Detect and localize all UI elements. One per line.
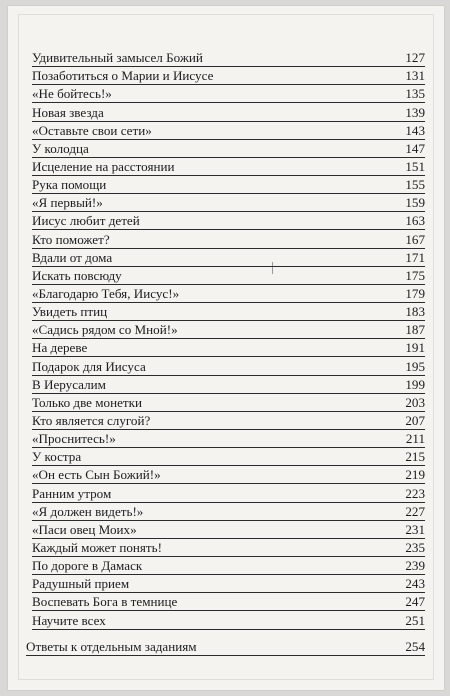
toc-entry-title: «Проснитесь!» (32, 432, 116, 447)
toc-entry-page: 183 (405, 304, 425, 320)
toc-entry-page: 215 (405, 449, 425, 465)
toc-entry-title: Новая звезда (32, 105, 104, 120)
toc-entry-title: Только две монетки (32, 395, 143, 410)
toc-entry-page: 171 (405, 249, 425, 265)
toc-entry[interactable] (32, 611, 425, 629)
section-gap (32, 630, 425, 638)
toc-entry[interactable] (32, 539, 425, 557)
toc-entry-title: В Иерусалим (32, 377, 106, 392)
toc-entry-title: «Он есть Сын Божий!» (32, 468, 161, 483)
toc-entry[interactable] (32, 521, 425, 539)
toc-entry-page: 231 (405, 521, 425, 537)
toc-entry[interactable] (32, 103, 425, 121)
toc-entry[interactable] (32, 503, 425, 521)
toc-entry[interactable] (32, 394, 425, 412)
toc-entry-title: Вдали от дома (32, 250, 113, 265)
toc-entry-page: 219 (405, 467, 425, 483)
toc-entry[interactable] (32, 303, 425, 321)
toc-entry-title: Искать повсюду (32, 268, 122, 283)
toc-entry-page: 147 (405, 140, 425, 156)
toc-entry-title: По дороге в Дамаск (32, 559, 143, 574)
toc-entry-page: 163 (405, 213, 425, 229)
toc-entry-page: 159 (405, 195, 425, 211)
toc-entry-page: 199 (405, 376, 425, 392)
toc-entry-page: 243 (405, 576, 425, 592)
toc-entry[interactable] (32, 466, 425, 484)
toc-entry[interactable] (32, 575, 425, 593)
toc-entry-page: 191 (405, 340, 425, 356)
toc-entry-page: 175 (405, 267, 425, 283)
toc-entry-title: У костра (32, 450, 82, 465)
toc-entry-title: Подарок для Иисуса (32, 359, 146, 374)
toc-entry-page: 131 (405, 68, 425, 84)
toc-entry-title: Увидеть птиц (32, 305, 108, 320)
toc-entry[interactable] (32, 557, 425, 575)
toc-entry-page: 179 (405, 285, 425, 301)
toc-entry[interactable] (32, 357, 425, 375)
toc-entry-answers[interactable] (26, 638, 425, 656)
toc-entry-page: 207 (405, 412, 425, 428)
toc-entry-title: Научите всех (32, 613, 106, 628)
toc-entry-page: 139 (405, 104, 425, 120)
toc-entry[interactable] (32, 176, 425, 194)
toc-entry-title: У колодца (32, 141, 89, 156)
toc-entry[interactable] (32, 448, 425, 466)
toc-entry-page: 247 (405, 594, 425, 610)
toc-entry[interactable] (32, 285, 425, 303)
toc-entry-page: 187 (405, 322, 425, 338)
toc-entry-title: «Оставьте свои сети» (32, 123, 152, 138)
toc-entry[interactable] (32, 321, 425, 339)
toc-entry[interactable] (32, 430, 425, 448)
toc-entry-title: Удивительный замысел Божий (32, 51, 203, 66)
table-of-contents (26, 49, 425, 656)
toc-entry-title: Позаботиться о Марии и Иисусе (32, 69, 214, 84)
toc-entry-page: 155 (405, 177, 425, 193)
toc-entry-title: Иисус любит детей (32, 214, 140, 229)
toc-entry-title: Кто поможет? (32, 232, 110, 247)
toc-entry-title: Рука помощи (32, 178, 107, 193)
toc-entry-title: «Садись рядом со Мной!» (32, 323, 178, 338)
toc-entry-page: 127 (405, 50, 425, 66)
toc-entry[interactable] (32, 484, 425, 502)
toc-entry[interactable] (32, 267, 425, 285)
toc-entry-page: 251 (405, 612, 425, 628)
toc-entry-title: Каждый может понять! (32, 540, 162, 555)
toc-entry[interactable] (32, 85, 425, 103)
toc-entry-page: 143 (405, 122, 425, 138)
toc-entry-page: 203 (405, 394, 425, 410)
toc-entry[interactable] (32, 49, 425, 67)
toc-entry-page: 223 (405, 485, 425, 501)
toc-entry[interactable] (32, 122, 425, 140)
toc-entry-title: «Паси овец Моих» (32, 522, 137, 537)
toc-entry-title: «Я должен видеть!» (32, 504, 144, 519)
toc-entry[interactable] (32, 230, 425, 248)
toc-entry[interactable] (32, 140, 425, 158)
toc-entry[interactable] (32, 158, 425, 176)
toc-entry[interactable] (32, 339, 425, 357)
toc-entry-title: «Я первый!» (32, 196, 103, 211)
toc-entry-page: 151 (405, 158, 425, 174)
toc-entry[interactable] (32, 212, 425, 230)
toc-entry-page: 211 (405, 431, 425, 447)
toc-entry-title: На дереве (32, 341, 88, 356)
toc-entry-page: 195 (405, 358, 425, 374)
toc-entry-title: «Не бойтесь!» (32, 87, 112, 102)
toc-entry-title: Ответы к отдельным заданиям (26, 639, 197, 654)
toc-entry-page: 167 (405, 231, 425, 247)
toc-entry[interactable] (32, 249, 425, 267)
toc-entry[interactable] (32, 593, 425, 611)
toc-entry-title: Кто является слугой? (32, 413, 151, 428)
toc-entry-page: 227 (405, 503, 425, 519)
toc-entry-page: 235 (405, 539, 425, 555)
toc-entry-title: «Благодарю Тебя, Иисус!» (32, 286, 180, 301)
toc-entry[interactable] (32, 376, 425, 394)
toc-entry-title: Воспевать Бога в темнице (32, 595, 178, 610)
toc-entry-title: Исцеление на расстоянии (32, 159, 175, 174)
toc-entry-page: 239 (405, 558, 425, 574)
toc-entry-title: Ранним утром (32, 486, 112, 501)
book-page (8, 6, 444, 690)
toc-entry-page: 135 (405, 86, 425, 102)
toc-entry[interactable] (32, 67, 425, 85)
toc-entry-title: Радушный прием (32, 577, 130, 592)
toc-entry[interactable] (32, 412, 425, 430)
toc-entry[interactable] (32, 194, 425, 212)
toc-entry-page: 254 (405, 638, 425, 654)
